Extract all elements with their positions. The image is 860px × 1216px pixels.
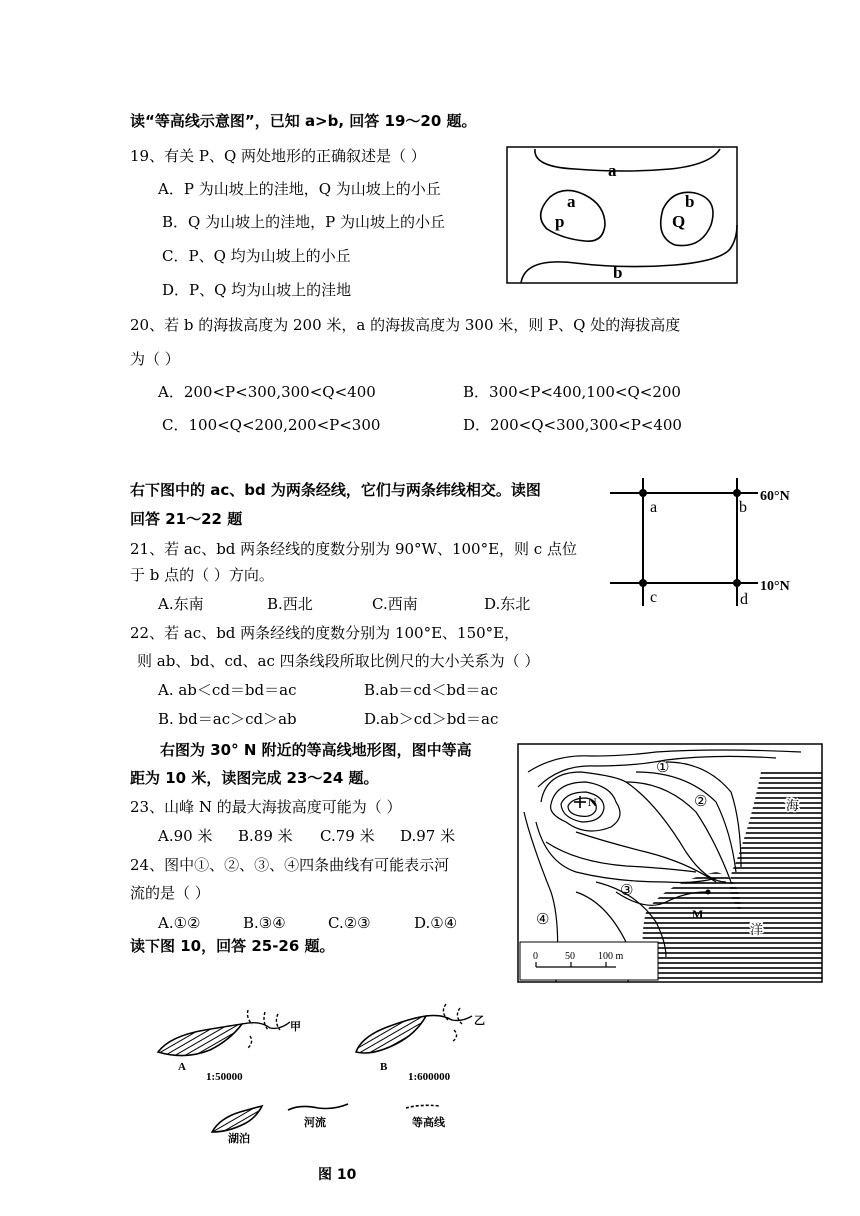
q22-stem-line1: 22、若 ac、bd 两条经线的度数分别为 100°E、150°E， [130,624,520,642]
label-q: Q [672,212,686,231]
q23-option-d: D.97 米 [400,827,456,845]
q20-stem-line1: 20、若 b 的海拔高度为 200 米，a 的海拔高度为 300 米，则 P、Q 处的海拔高度 [130,316,681,334]
scale-a: 1:50000 [206,1071,243,1083]
q21-stem-line2: 于 b 点的（ ）方向。 [130,566,274,584]
q24-stem-line2: 流的是（ ） [130,884,210,902]
legend-lake: 湖泊 [228,1133,250,1145]
label-b-inner: b [685,192,695,211]
legend-river: 河流 [304,1117,326,1129]
label-m: M [692,907,704,921]
figure-10-lakes [150,1000,510,1150]
q20-option-c: C．100<Q<200,200<P<300 [162,416,381,434]
q24-stem-line1: 24、图中①、②、③、④四条曲线有可能表示河 [130,856,450,874]
label-p: p [555,212,565,231]
section2-intro-line2: 回答 21～22 题 [130,510,243,528]
q24-option-b: B.③④ [243,914,286,932]
q22-option-a: A. ab＜cd＝bd＝ac [158,681,297,699]
q22-option-c: B. bd＝ac＞cd＞ab [158,710,297,728]
label-a-inner: a [567,192,576,211]
label-sea-hai: 海 [786,798,800,813]
q19-option-c: C．P、Q 均为山坡上的小丘 [162,247,351,265]
figure-10-caption: 图 10 [318,1167,357,1183]
section1-intro: 读“等高线示意图”，已知 a>b, 回答 19～20 题。 [130,112,477,130]
section3-intro-line1: 右图为 30° N 附近的等高线地形图，图中等高 [160,741,472,759]
label-circle-3: ③ [620,883,634,899]
label-b: b [739,499,747,516]
label-b-bottom: b [613,263,623,282]
label-lake-b: B [380,1061,388,1073]
q23-option-b: B.89 米 [238,827,293,845]
section3-intro-line2: 距为 10 米，读图完成 23～24 题。 [130,769,379,787]
q21-option-a: A.东南 [158,595,204,613]
q19-option-d: D．P、Q 均为山坡上的洼地 [162,281,352,299]
q20-option-d: D．200<Q<300,300<P<400 [463,416,682,434]
q21-option-d: D.东北 [484,595,531,613]
label-yi: 乙 [474,1015,485,1027]
scale-b: 1:600000 [408,1071,451,1083]
q19-stem: 19、有关 P、Q 两处地形的正确叙述是（ ） [130,147,426,165]
q24-option-d: D.①④ [414,914,458,932]
q24-option-c: C.②③ [328,914,371,932]
q20-stem-line2: 为（ ） [130,350,180,368]
meridian-grid-figure [606,474,806,614]
section2-intro-line1: 右下图中的 ac、bd 为两条经线，它们与两条纬线相交。读图 [130,481,541,499]
q19-option-b: B．Q 为山坡上的洼地，P 为山坡上的小丘 [162,213,445,231]
q19-option-a: A．P 为山坡上的洼地，Q 为山坡上的小丘 [158,180,441,198]
q24-option-a: A.①② [158,914,201,932]
label-sea-yang: 洋 [750,922,764,937]
q22-stem-line2: 则 ab、bd、cd、ac 四条线段所取比例尺的大小关系为（ ） [137,652,540,670]
q22-option-d: D.ab＞cd＞bd＝ac [364,710,499,728]
q21-option-b: B.西北 [267,595,313,613]
scale-label-0: 0 [533,951,538,962]
scale-label-50: 50 [565,951,575,962]
label-lake-a: A [178,1061,186,1073]
q20-option-b: B．300<P<400,100<Q<200 [463,383,681,401]
q22-option-b: B.ab＝cd＜bd＝ac [364,681,498,699]
q23-stem: 23、山峰 N 的最大海拔高度可能为（ ） [130,798,402,816]
label-circle-1: ① [656,760,670,776]
label-lat-10n: 10°N [760,579,790,594]
label-a: a [650,499,658,516]
q20-option-a: A．200<P<300,300<Q<400 [158,383,376,401]
label-lat-60n: 60°N [760,489,790,504]
q23-option-a: A.90 米 [158,827,213,845]
section4-intro: 读下图 10，回答 25-26 题。 [130,937,335,955]
scale-label-100m: 100 m [598,951,624,962]
q21-option-c: C.西南 [372,595,418,613]
label-d: d [740,591,748,608]
label-circle-4: ④ [536,912,550,928]
label-peak-n: N [588,795,597,809]
label-a-top: a [608,161,617,180]
legend-contour: 等高线 [412,1117,445,1129]
label-circle-2: ② [694,794,708,810]
label-jia: 甲 [290,1021,301,1033]
q21-stem-line1: 21、若 ac、bd 两条经线的度数分别为 90°W、100°E，则 c 点位 [130,540,577,558]
q23-option-c: C.79 米 [320,827,375,845]
topographic-map-figure [516,742,826,984]
contour-sketch-figure [505,145,741,287]
label-c: c [650,589,658,606]
